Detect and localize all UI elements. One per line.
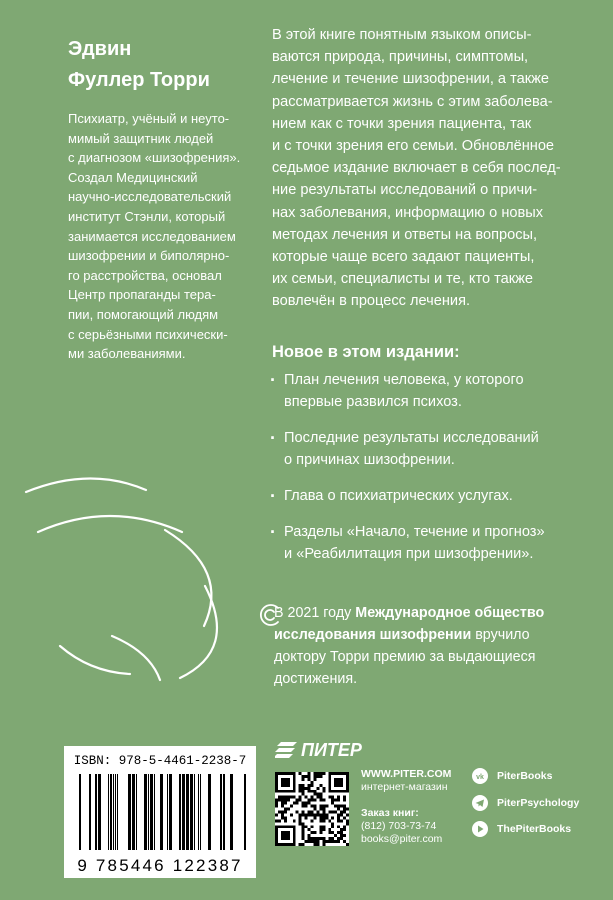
qr-module — [313, 775, 316, 778]
qr-module — [308, 775, 311, 778]
barcode-bar — [167, 774, 168, 850]
qr-module — [322, 813, 325, 816]
qr-module — [319, 831, 322, 834]
qr-module — [337, 825, 340, 828]
qr-module — [331, 796, 334, 799]
qr-module — [287, 799, 290, 802]
barcode-bar — [194, 774, 195, 850]
award-prefix: В 2021 году — [274, 605, 356, 621]
qr-module — [299, 784, 302, 787]
barcode-bar — [230, 774, 233, 850]
qr-module — [322, 805, 325, 808]
qr-module — [331, 822, 334, 825]
qr-module — [322, 772, 325, 775]
piter-logo — [275, 738, 405, 760]
qr-module — [311, 831, 314, 834]
qr-module — [281, 802, 284, 805]
barcode-bar — [186, 774, 189, 850]
list-item: · Разделы «Начало, течение и прогноз» и «Реабилитация при шизофрении». — [272, 521, 592, 565]
qr-module — [296, 799, 299, 802]
qr-module — [325, 840, 328, 843]
qr-module — [322, 816, 325, 819]
qr-module — [299, 787, 302, 790]
qr-module — [319, 793, 322, 796]
qr-module — [311, 796, 314, 799]
qr-module — [319, 805, 322, 808]
qr-module — [302, 793, 305, 796]
qr-module — [316, 775, 319, 778]
qr-module — [305, 813, 308, 816]
qr-module — [328, 831, 331, 834]
author-section — [68, 34, 253, 364]
qr-module — [319, 813, 322, 816]
qr-code — [275, 772, 349, 846]
qr-module — [287, 796, 290, 799]
qr-module — [343, 828, 346, 831]
barcode-bar — [154, 774, 155, 850]
qr-module — [284, 802, 287, 805]
qr-module — [302, 825, 305, 828]
new-edition-list — [272, 369, 592, 565]
qr-module — [313, 837, 316, 840]
qr-module — [305, 805, 308, 808]
barcode-bar — [79, 774, 81, 850]
qr-module — [293, 796, 296, 799]
qr-module — [322, 819, 325, 822]
qr-module — [302, 843, 305, 846]
qr-module — [331, 799, 334, 802]
award-text — [274, 602, 588, 690]
qr-module — [302, 828, 305, 831]
qr-module — [281, 805, 284, 808]
qr-module — [308, 840, 311, 843]
qr-module — [322, 810, 325, 813]
qr-module — [331, 825, 334, 828]
qr-module — [331, 802, 334, 805]
qr-module — [322, 799, 325, 802]
qr-module — [319, 784, 322, 787]
qr-module — [334, 810, 337, 813]
qr-module — [299, 819, 302, 822]
qr-module — [308, 802, 311, 805]
qr-module — [346, 819, 349, 822]
qr-module — [340, 831, 343, 834]
piter-logo-text: ПИТЕР — [301, 740, 362, 760]
qr-module — [322, 825, 325, 828]
qr-module — [322, 787, 325, 790]
barcode-bar — [113, 774, 114, 850]
qr-module — [331, 816, 334, 819]
qr-module — [343, 810, 346, 813]
list-item: · Глава о психиатрических услугах. — [272, 485, 592, 507]
qr-module — [305, 816, 308, 819]
qr-module — [331, 837, 334, 840]
qr-module — [302, 822, 305, 825]
qr-module — [331, 831, 334, 834]
qr-module — [313, 816, 316, 819]
qr-module — [343, 808, 346, 811]
qr-module — [337, 796, 340, 799]
qr-module — [340, 837, 343, 840]
qr-module — [278, 810, 281, 813]
qr-module — [311, 781, 314, 784]
qr-module — [337, 831, 340, 834]
qr-module — [290, 796, 293, 799]
qr-module — [322, 808, 325, 811]
qr-module — [311, 813, 314, 816]
award-arc-icon — [258, 602, 284, 628]
social-links — [472, 768, 579, 848]
author-name — [68, 34, 253, 96]
qr-module — [316, 843, 319, 846]
svg-text:vk: vk — [476, 774, 484, 781]
qr-module — [319, 837, 322, 840]
social-vk-label: PiterBooks — [497, 770, 553, 782]
qr-module — [299, 843, 302, 846]
qr-module — [305, 787, 308, 790]
qr-module — [322, 840, 325, 843]
barcode-bar — [128, 774, 131, 850]
qr-module — [299, 816, 302, 819]
qr-module — [319, 775, 322, 778]
qr-module — [328, 837, 331, 840]
barcode-bar — [148, 774, 149, 850]
qr-module — [313, 831, 316, 834]
qr-module — [328, 828, 331, 831]
barcode-bar — [89, 774, 91, 850]
qr-module — [284, 796, 287, 799]
qr-module — [311, 819, 314, 822]
qr-module — [343, 834, 346, 837]
qr-module — [281, 799, 284, 802]
barcode-bar — [182, 774, 185, 850]
qr-module — [316, 837, 319, 840]
qr-module — [305, 802, 308, 805]
qr-module — [305, 825, 308, 828]
qr-module — [337, 819, 340, 822]
qr-module — [313, 805, 316, 808]
book-description: В этой книге понятным языком описы- ваются природа, причины, симптомы, лечение и течение шизофрении, а также рассматривается жизнь с этим заболева- нием как с точки зрения пациента, так и с точки зрения его семьи. Обновлённое седьмое издание включает в себя послед- ние результаты исследований о причи- нах заболевания, информацию о новых методах лечения и ответы на вопросы, которые чаще всего задают пациенты, их семьи, специалисты и те, кто также вовлечён в процесс лечения. — [272, 27, 561, 310]
qr-module — [328, 840, 331, 843]
list-item: · Последние результаты исследований о причинах шизофрении. — [272, 427, 592, 471]
qr-module — [343, 825, 346, 828]
barcode-bar — [190, 774, 193, 850]
barcode-bar — [223, 774, 225, 850]
barcode-bar — [95, 774, 97, 850]
qr-module — [284, 816, 287, 819]
qr-module — [308, 772, 311, 775]
qr-module — [343, 805, 346, 808]
qr-module — [337, 813, 340, 816]
qr-module — [334, 805, 337, 808]
qr-module — [319, 808, 322, 811]
qr-module — [313, 778, 316, 781]
barcode-bar — [144, 774, 147, 850]
qr-module — [305, 796, 308, 799]
qr-module — [325, 805, 328, 808]
qr-module — [302, 802, 305, 805]
qr-module — [278, 819, 281, 822]
publisher-contacts — [361, 768, 451, 846]
qr-module — [337, 840, 340, 843]
qr-module — [337, 837, 340, 840]
qr-module — [275, 813, 278, 816]
qr-module — [334, 834, 337, 837]
qr-module — [313, 808, 316, 811]
barcode-bar — [244, 774, 246, 850]
social-youtube-label: ThePiterBooks — [497, 823, 572, 835]
telegram-icon — [472, 795, 488, 811]
qr-module — [302, 805, 305, 808]
award-organization: Международное общество исследования шизофрении — [274, 605, 545, 643]
qr-module — [340, 828, 343, 831]
qr-module — [334, 840, 337, 843]
social-vk[interactable] — [472, 768, 579, 784]
qr-module — [308, 784, 311, 787]
qr-module — [340, 834, 343, 837]
order-label: Заказ книг: — [361, 806, 419, 819]
qr-module — [322, 837, 325, 840]
qr-module — [284, 808, 287, 811]
qr-module — [316, 810, 319, 813]
book-info — [272, 24, 592, 579]
qr-module — [313, 843, 316, 846]
qr-module — [305, 775, 308, 778]
barcode-bar — [198, 774, 199, 850]
qr-module — [311, 805, 314, 808]
barcode-bar — [169, 774, 172, 850]
qr-module — [322, 790, 325, 793]
qr-module — [337, 808, 340, 811]
qr-module — [290, 813, 293, 816]
qr-module — [319, 799, 322, 802]
qr-module — [313, 840, 316, 843]
barcode — [73, 774, 247, 850]
social-telegram[interactable] — [472, 795, 579, 811]
barcode-bar — [200, 774, 201, 850]
qr-module — [343, 816, 346, 819]
qr-module — [328, 796, 331, 799]
qr-module — [316, 796, 319, 799]
qr-module — [284, 799, 287, 802]
qr-module — [346, 808, 349, 811]
qr-module — [284, 810, 287, 813]
barcode-bar — [108, 774, 109, 850]
barcode-number: 9 785446 122387 — [77, 856, 243, 875]
qr-module — [302, 810, 305, 813]
barcode-bar — [132, 774, 135, 850]
qr-module — [284, 819, 287, 822]
vk-icon — [472, 768, 488, 784]
barcode-bar — [208, 774, 211, 850]
qr-module — [319, 796, 322, 799]
qr-module — [302, 837, 305, 840]
qr-module — [311, 825, 314, 828]
barcode-bar — [115, 774, 116, 850]
play-icon — [472, 821, 488, 837]
qr-module — [302, 787, 305, 790]
qr-module — [328, 819, 331, 822]
qr-module — [340, 805, 343, 808]
isbn-barcode-box — [64, 746, 256, 878]
qr-finder — [281, 831, 290, 840]
barcode-bar — [179, 774, 181, 850]
qr-module — [337, 816, 340, 819]
qr-module — [313, 813, 316, 816]
qr-module — [316, 813, 319, 816]
qr-module — [305, 840, 308, 843]
qr-module — [299, 796, 302, 799]
qr-module — [343, 840, 346, 843]
qr-module — [302, 784, 305, 787]
award-note — [258, 602, 588, 690]
qr-module — [299, 799, 302, 802]
qr-module — [290, 805, 293, 808]
publisher-shop: интернет-магазин — [361, 781, 448, 794]
qr-module — [340, 813, 343, 816]
qr-finder — [281, 778, 290, 787]
barcode-bar — [220, 774, 222, 850]
social-youtube[interactable] — [472, 821, 579, 837]
author-bio: Психиатр, учёный и неуто- мимый защитник людей с диагнозом «шизофрения». Создал Медицинский научно-исследовательский институт Стэнли, который занимается исследованием шизофрении и биполярно- го расстройства, основал Центр пропаганды тера- пии, помогающий людям с серьёзными психически- ми заболеваниями. — [68, 111, 241, 362]
qr-module — [296, 802, 299, 805]
qr-module — [281, 810, 284, 813]
barcode-bar — [110, 774, 112, 850]
qr-module — [308, 837, 311, 840]
qr-module — [275, 819, 278, 822]
qr-module — [319, 819, 322, 822]
qr-module — [293, 802, 296, 805]
qr-finder — [334, 778, 343, 787]
qr-module — [316, 787, 319, 790]
qr-module — [308, 834, 311, 837]
qr-module — [299, 813, 302, 816]
qr-module — [308, 813, 311, 816]
qr-module — [302, 813, 305, 816]
qr-module — [316, 793, 319, 796]
barcode-bar — [160, 774, 163, 850]
qr-module — [337, 799, 340, 802]
qr-module — [313, 790, 316, 793]
qr-module — [293, 819, 296, 822]
barcode-bar — [150, 774, 153, 850]
qr-module — [296, 810, 299, 813]
qr-module — [308, 787, 311, 790]
qr-module — [299, 822, 302, 825]
qr-module — [302, 778, 305, 781]
publisher-site[interactable]: WWW.PITER.COM — [361, 768, 452, 780]
author-name-line2: Фуллер Торри — [68, 69, 210, 91]
qr-module — [325, 813, 328, 816]
qr-module — [302, 834, 305, 837]
qr-module — [299, 790, 302, 793]
qr-module — [334, 799, 337, 802]
qr-module — [302, 790, 305, 793]
qr-module — [308, 810, 311, 813]
award-suffix: вручило доктору Торри премию за выдающиеся достижения. — [274, 627, 536, 687]
author-name-line1: Эдвин — [68, 38, 132, 60]
qr-module — [325, 816, 328, 819]
qr-module — [331, 810, 334, 813]
qr-module — [278, 796, 281, 799]
barcode-bar — [117, 774, 118, 850]
qr-module — [343, 796, 346, 799]
qr-module — [313, 793, 316, 796]
qr-module — [328, 810, 331, 813]
qr-module — [287, 808, 290, 811]
qr-module — [316, 840, 319, 843]
social-telegram-label: PiterPsychology — [497, 796, 580, 809]
barcode-bar — [98, 774, 101, 850]
qr-module — [281, 813, 284, 816]
qr-module — [346, 843, 349, 846]
qr-module — [281, 816, 284, 819]
qr-module — [275, 805, 278, 808]
qr-module — [311, 810, 314, 813]
qr-module — [311, 840, 314, 843]
barcode-bar — [136, 774, 137, 850]
qr-module — [322, 828, 325, 831]
qr-module — [340, 819, 343, 822]
qr-module — [302, 831, 305, 834]
order-phone: (812) 703-73-74 — [361, 819, 437, 832]
qr-module — [316, 772, 319, 775]
list-item: · План лечения человека, у которого впервые развился психоз. — [272, 369, 592, 413]
qr-module — [278, 799, 281, 802]
qr-module — [343, 799, 346, 802]
qr-module — [311, 837, 314, 840]
qr-module — [313, 772, 316, 775]
qr-module — [308, 778, 311, 781]
new-edition-heading: Новое в этом издании: — [272, 342, 460, 361]
qr-module — [346, 813, 349, 816]
qr-module — [275, 799, 278, 802]
qr-module — [319, 816, 322, 819]
isbn-label: ISBN: 978-5-4461-2238-7 — [73, 754, 247, 768]
qr-module — [311, 790, 314, 793]
qr-module — [331, 840, 334, 843]
order-email[interactable]: books@piter.com — [361, 833, 443, 846]
qr-module — [313, 799, 316, 802]
qr-module — [281, 796, 284, 799]
qr-module — [319, 772, 322, 775]
qr-module — [302, 775, 305, 778]
qr-module — [346, 822, 349, 825]
qr-module — [311, 799, 314, 802]
qr-module — [319, 825, 322, 828]
qr-module — [308, 790, 311, 793]
qr-module — [322, 843, 325, 846]
qr-module — [319, 828, 322, 831]
qr-module — [275, 802, 278, 805]
qr-module — [299, 772, 302, 775]
qr-module — [340, 810, 343, 813]
qr-module — [308, 828, 311, 831]
decorative-arcs — [0, 420, 260, 720]
qr-module — [311, 784, 314, 787]
qr-module — [337, 805, 340, 808]
qr-module — [308, 799, 311, 802]
